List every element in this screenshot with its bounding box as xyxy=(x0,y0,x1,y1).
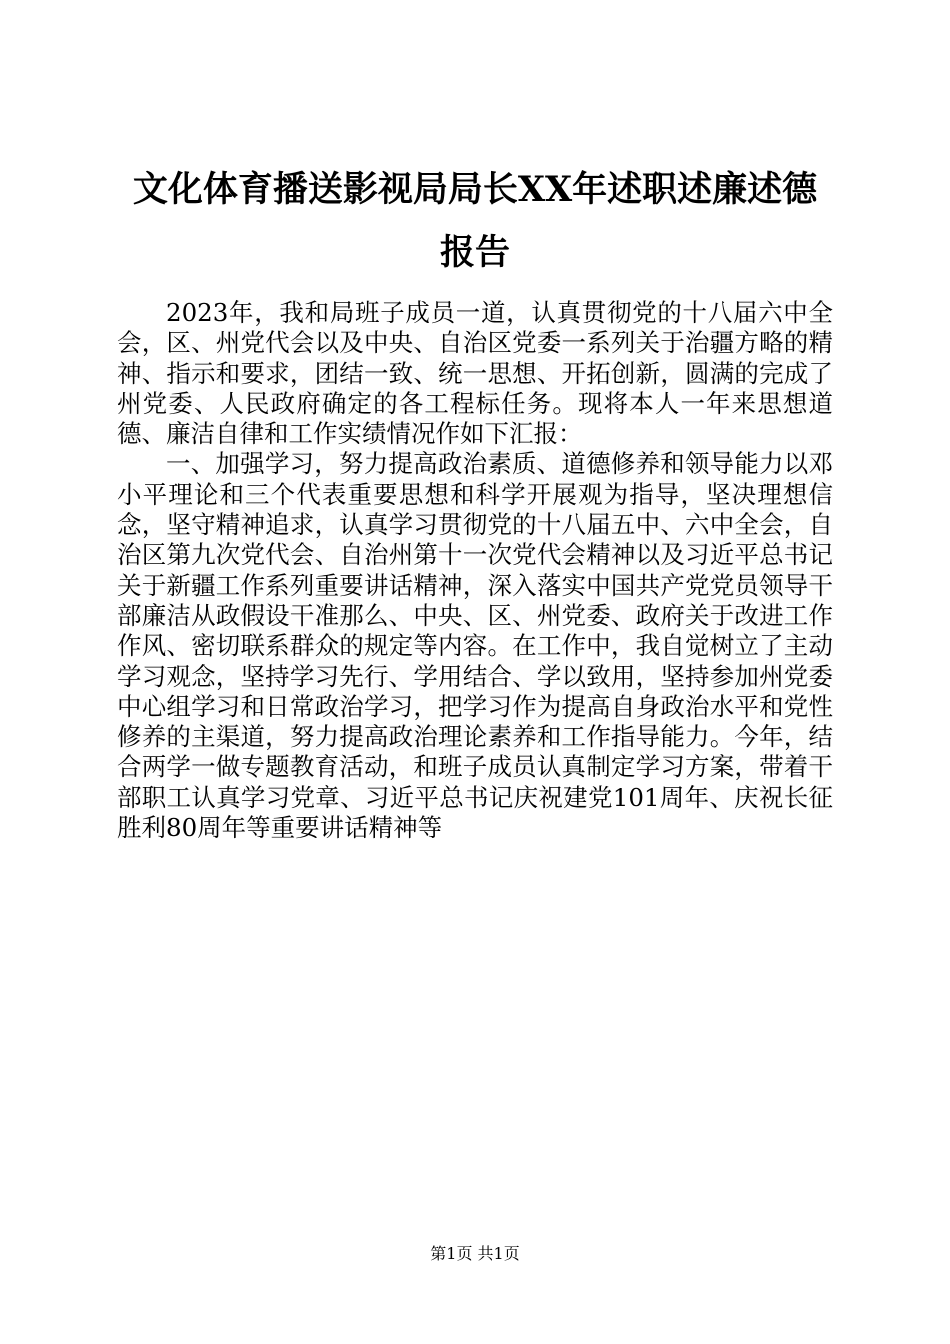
document-title: 文化体育播送影视局局长XX年述职述廉述德报告 xyxy=(132,169,818,273)
paragraph-section-one: 一、加强学习，努力提高政治素质、道德修养和领导能力以邓小平理论和三个代表重要思想和科学开展观为指导，坚决理想信念，坚守精神追求，认真学习贯彻党的十八届五中、六中全会，自治区第九次党代会、自治州第十一次党代会精神以及习近平总书记关于新疆工作系列重要讲话精神，深入落实中国共产党党员领导干部廉洁从政假设干准那么、中央、区、州党委、政府关于改进工作作风、密切联系群众的规定等内容。在工作中，我自觉树立了主动学习观念，坚持学习先行、学用结合、学以致用，坚持参加州党委中心组学习和日常政治学习，把学习作为提高自身政治水平和党性修养的主渠道，努力提高政治理论素养和工作指导能力。今年，结合两学一做专题教育活动，和班子成员认真制定学习方案，带着干部职工认真学习党章、习近平总书记庆祝建党101周年、庆祝长征胜利80周年等重要讲话精神等 xyxy=(117,449,833,843)
document-body xyxy=(117,298,833,843)
paragraph-intro: 2023年，我和局班子成员一道，认真贯彻党的十八届六中全会，区、州党代会以及中央、自治区党委一系列关于治疆方略的精神、指示和要求，团结一致、统一思想、开拓创新，圆满的完成了州党委、人民政府确定的各工程标任务。现将本人一年来思想道德、廉洁自律和工作实绩情况作如下汇报： xyxy=(117,298,833,449)
page-footer: 第1页 共1页 xyxy=(430,1244,520,1263)
